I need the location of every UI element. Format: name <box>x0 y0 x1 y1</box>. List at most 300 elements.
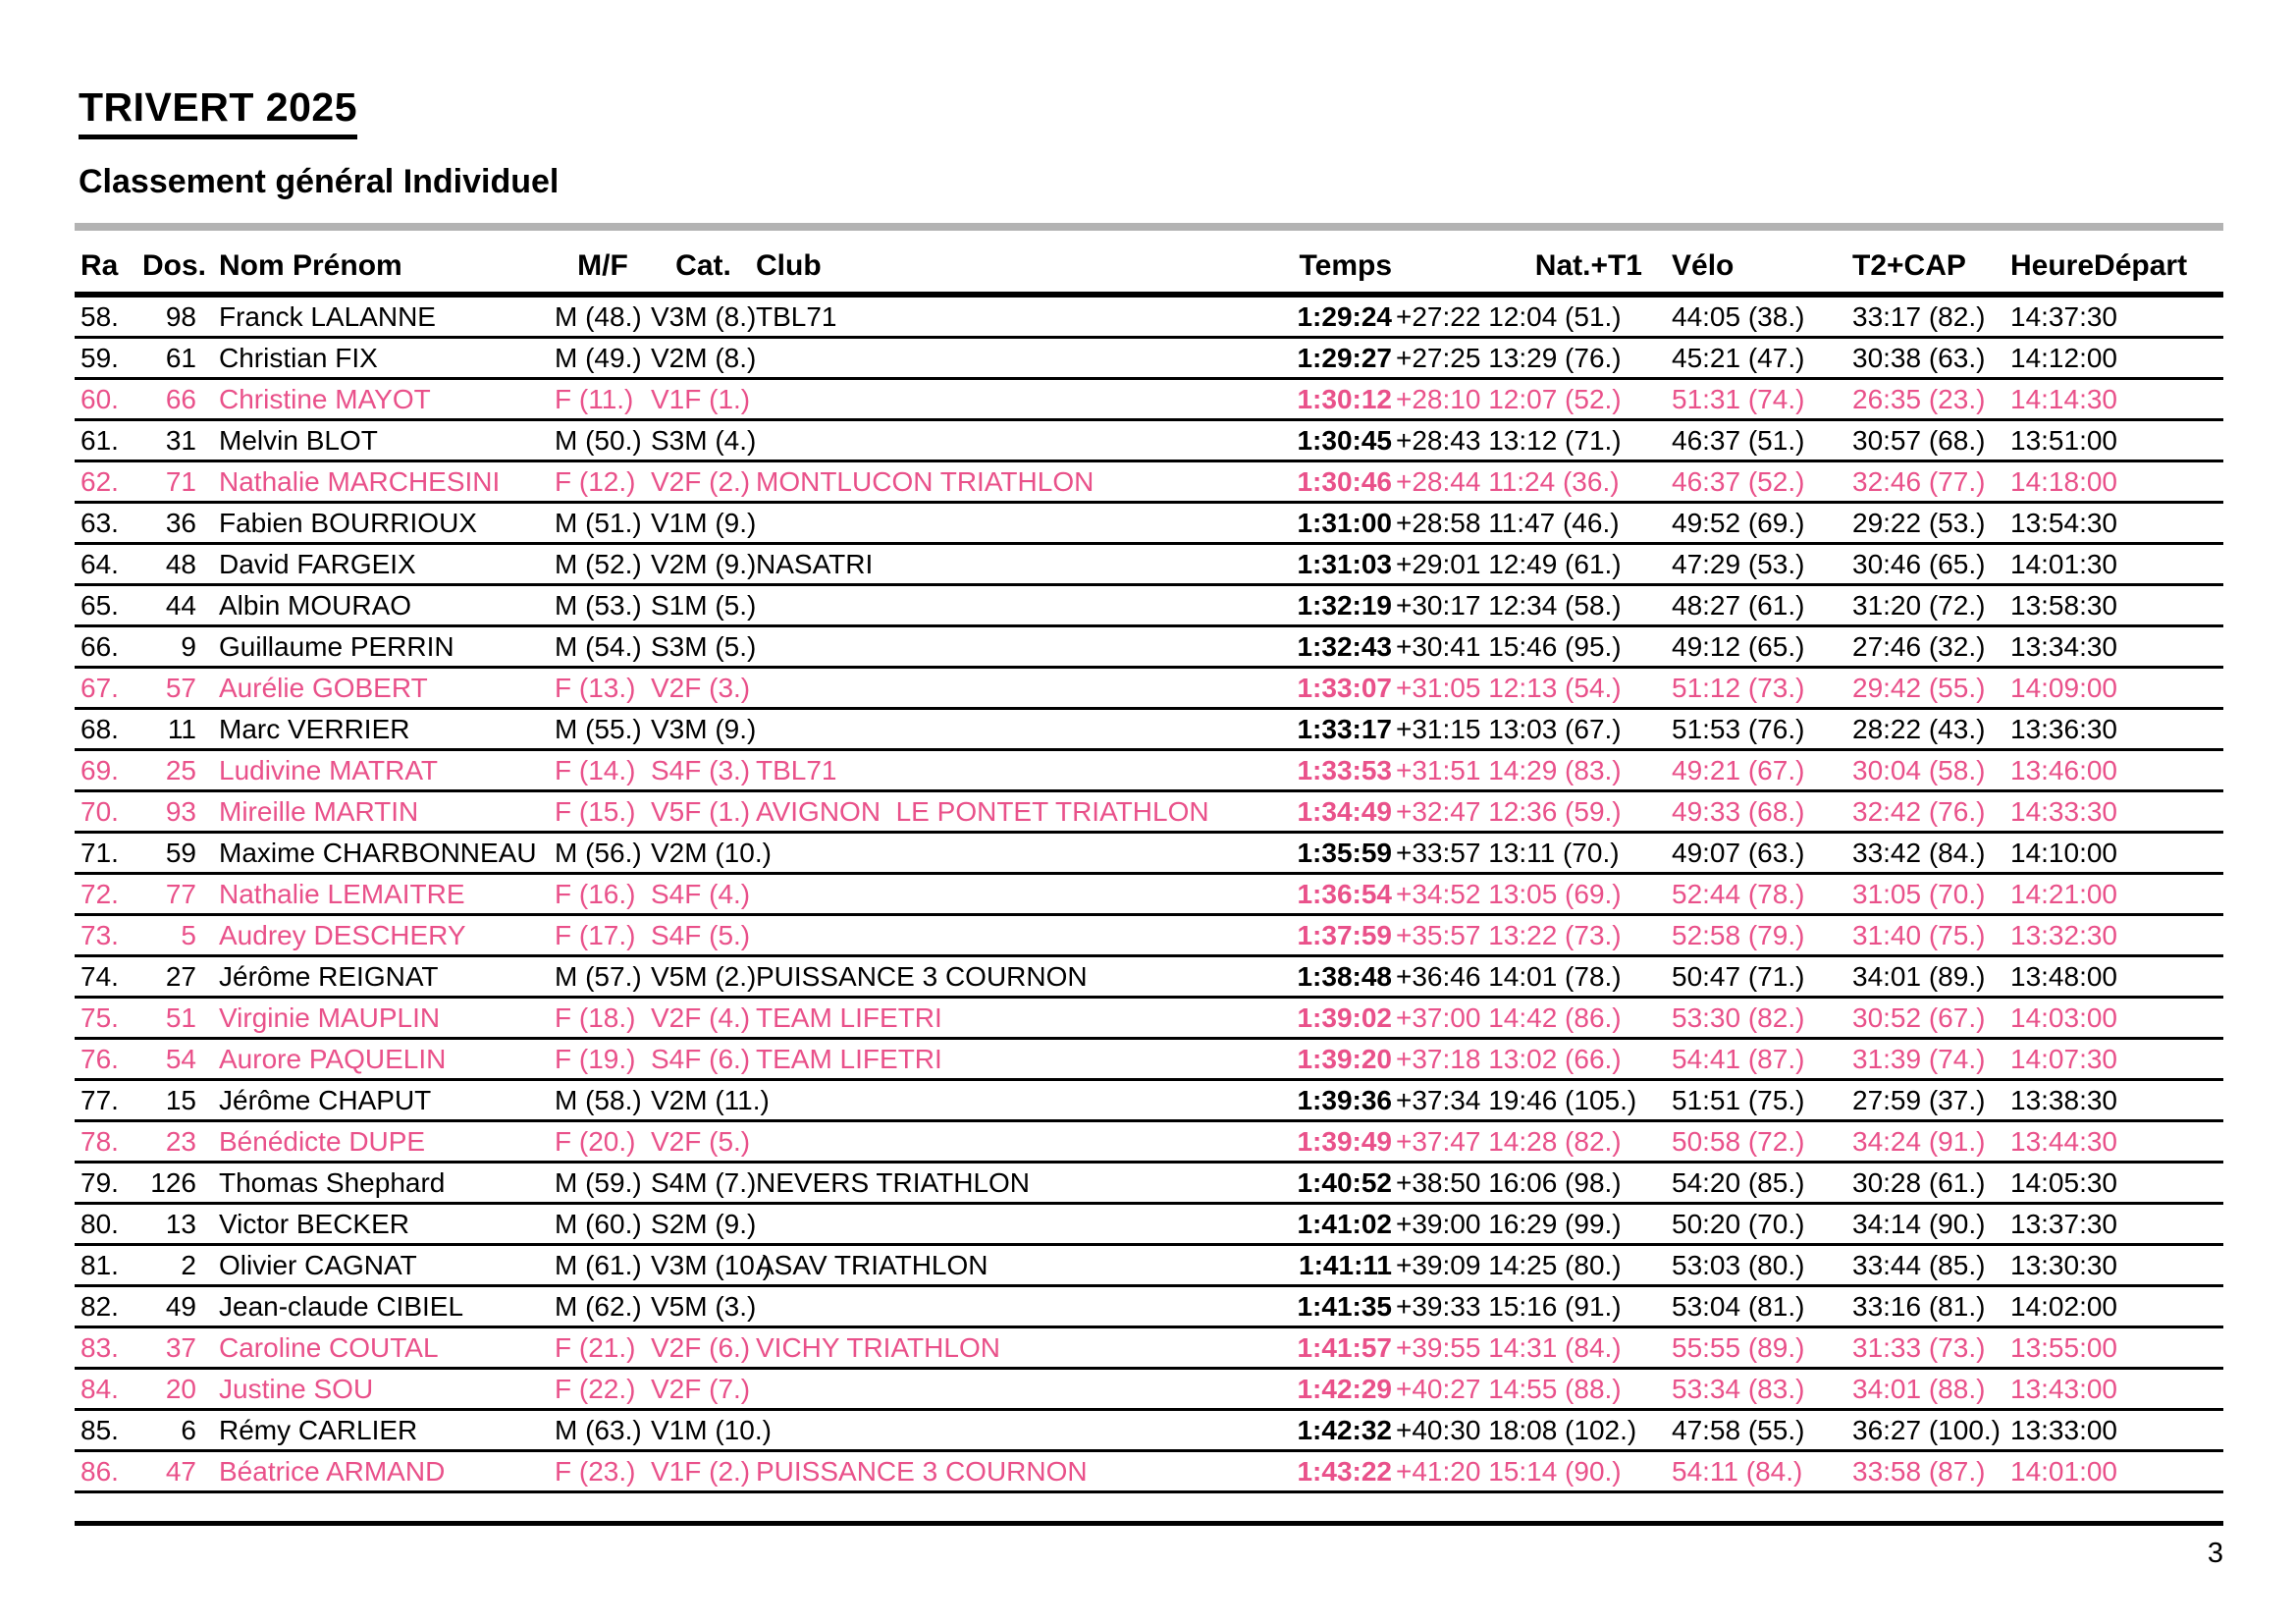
cell-nat-t1: +31:15 13:03 (67.) <box>1396 713 1622 744</box>
cell-velo: 51:53 (76.) <box>1672 713 1805 744</box>
cell-rank: 76. <box>80 1043 119 1074</box>
cell-t2-cap: 27:46 (32.) <box>1852 630 1986 662</box>
cell-mf: F (21.) <box>555 1331 636 1363</box>
cell-heure-depart: 13:32:30 <box>2010 919 2117 950</box>
cell-nat-t1: +38:50 16:06 (98.) <box>1396 1166 1622 1198</box>
cell-nom-prenom: Justine SOU <box>219 1373 374 1404</box>
cell-dossard: 20 <box>165 1373 196 1404</box>
cell-rank: 78. <box>80 1125 119 1157</box>
cell-t2-cap: 30:28 (61.) <box>1852 1166 1986 1198</box>
cell-velo: 52:44 (78.) <box>1672 878 1805 909</box>
cell-dossard: 48 <box>165 548 196 579</box>
cell-velo: 53:04 (81.) <box>1672 1290 1805 1322</box>
column-header-cat: Cat. <box>675 249 731 282</box>
cell-rank: 68. <box>80 713 119 744</box>
cell-rank: 71. <box>80 837 119 868</box>
cell-mf: F (16.) <box>555 878 636 909</box>
cell-rank: 60. <box>80 383 119 414</box>
cell-nat-t1: +27:25 13:29 (76.) <box>1396 342 1622 373</box>
cell-nom-prenom: Franck LALANNE <box>219 300 436 332</box>
cell-nat-t1: +39:00 16:29 (99.) <box>1396 1208 1622 1239</box>
cell-nat-t1: +32:47 12:36 (59.) <box>1396 795 1622 827</box>
cell-nom-prenom: Jean-claude CIBIEL <box>219 1290 464 1322</box>
table-top-bar <box>75 223 2223 231</box>
table-row <box>75 1122 2223 1164</box>
cell-t2-cap: 30:52 (67.) <box>1852 1001 1986 1033</box>
cell-rank: 69. <box>80 754 119 785</box>
cell-nat-t1: +30:41 15:46 (95.) <box>1396 630 1622 662</box>
cell-nat-t1: +29:01 12:49 (61.) <box>1396 548 1622 579</box>
cell-nat-t1: +36:46 14:01 (78.) <box>1396 960 1622 992</box>
cell-rank: 77. <box>80 1084 119 1115</box>
cell-t2-cap: 29:42 (55.) <box>1852 672 1986 703</box>
cell-heure-depart: 14:37:30 <box>2010 300 2117 332</box>
cell-dossard: 31 <box>165 424 196 456</box>
cell-nom-prenom: Marc VERRIER <box>219 713 410 744</box>
cell-t2-cap: 30:38 (63.) <box>1852 342 1986 373</box>
cell-nat-t1: +28:58 11:47 (46.) <box>1396 507 1620 538</box>
cell-dossard: 59 <box>165 837 196 868</box>
cell-velo: 49:07 (63.) <box>1672 837 1805 868</box>
cell-heure-depart: 13:43:00 <box>2010 1373 2117 1404</box>
cell-dossard: 71 <box>165 465 196 497</box>
cell-nat-t1: +40:27 14:55 (88.) <box>1396 1373 1622 1404</box>
cell-temps: 1:37:59 <box>1297 919 1392 950</box>
cell-t2-cap: 31:33 (73.) <box>1852 1331 1986 1363</box>
cell-mf: M (48.) <box>555 300 642 332</box>
cell-dossard: 37 <box>165 1331 196 1363</box>
cell-cat: V1F (1.) <box>651 383 751 414</box>
cell-rank: 81. <box>80 1249 119 1280</box>
cell-heure-depart: 14:07:30 <box>2010 1043 2117 1074</box>
cell-t2-cap: 36:27 (100.) <box>1852 1414 2001 1445</box>
cell-mf: F (12.) <box>555 465 636 497</box>
cell-club: PUISSANCE 3 COURNON <box>756 960 1088 992</box>
cell-nat-t1: +39:09 14:25 (80.) <box>1396 1249 1622 1280</box>
cell-rank: 65. <box>80 589 119 621</box>
cell-cat: S1M (5.) <box>651 589 757 621</box>
cell-nat-t1: +28:44 11:24 (36.) <box>1396 465 1620 497</box>
cell-temps: 1:40:52 <box>1297 1166 1392 1198</box>
table-header-row <box>75 231 2223 298</box>
cell-nom-prenom: Aurélie GOBERT <box>219 672 428 703</box>
cell-velo: 50:20 (70.) <box>1672 1208 1805 1239</box>
table-row <box>75 627 2223 669</box>
column-header-mf: M/F <box>577 249 628 282</box>
cell-rank: 64. <box>80 548 119 579</box>
cell-t2-cap: 34:24 (91.) <box>1852 1125 1986 1157</box>
cell-rank: 84. <box>80 1373 119 1404</box>
cell-dossard: 27 <box>165 960 196 992</box>
cell-heure-depart: 13:54:30 <box>2010 507 2117 538</box>
cell-cat: V3M (8.) <box>651 300 757 332</box>
cell-club: TBL71 <box>756 300 837 332</box>
column-header-temps: Temps <box>1299 249 1392 282</box>
cell-cat: S2M (9.) <box>651 1208 757 1239</box>
cell-velo: 54:20 (85.) <box>1672 1166 1805 1198</box>
cell-dossard: 36 <box>165 507 196 538</box>
cell-temps: 1:34:49 <box>1297 795 1392 827</box>
cell-dossard: 54 <box>165 1043 196 1074</box>
cell-nat-t1: +30:17 12:34 (58.) <box>1396 589 1622 621</box>
cell-mf: M (54.) <box>555 630 642 662</box>
cell-nom-prenom: Nathalie LEMAITRE <box>219 878 465 909</box>
cell-t2-cap: 34:01 (88.) <box>1852 1373 1986 1404</box>
cell-mf: F (11.) <box>555 383 634 414</box>
cell-mf: M (53.) <box>555 589 642 621</box>
cell-rank: 86. <box>80 1455 119 1487</box>
cell-mf: M (60.) <box>555 1208 642 1239</box>
table-row <box>75 1040 2223 1081</box>
cell-rank: 59. <box>80 342 119 373</box>
cell-dossard: 2 <box>181 1249 196 1280</box>
cell-temps: 1:41:11 <box>1299 1249 1392 1280</box>
cell-velo: 53:34 (83.) <box>1672 1373 1805 1404</box>
cell-t2-cap: 31:39 (74.) <box>1852 1043 1986 1074</box>
cell-velo: 53:30 (82.) <box>1672 1001 1805 1033</box>
cell-temps: 1:42:29 <box>1297 1373 1392 1404</box>
cell-heure-depart: 14:10:00 <box>2010 837 2117 868</box>
cell-cat: V2M (10.) <box>651 837 772 868</box>
cell-rank: 85. <box>80 1414 119 1445</box>
cell-velo: 44:05 (38.) <box>1672 300 1805 332</box>
cell-velo: 51:51 (75.) <box>1672 1084 1805 1115</box>
cell-temps: 1:32:43 <box>1297 630 1392 662</box>
cell-rank: 72. <box>80 878 119 909</box>
cell-heure-depart: 14:18:00 <box>2010 465 2117 497</box>
table-row <box>75 834 2223 875</box>
cell-rank: 58. <box>80 300 119 332</box>
cell-temps: 1:32:19 <box>1297 589 1392 621</box>
table-row <box>75 1164 2223 1205</box>
cell-mf: M (50.) <box>555 424 642 456</box>
cell-temps: 1:41:35 <box>1297 1290 1392 1322</box>
cell-nom-prenom: Fabien BOURRIOUX <box>219 507 477 538</box>
cell-dossard: 23 <box>165 1125 196 1157</box>
cell-temps: 1:43:22 <box>1297 1455 1392 1487</box>
table-bottom-border <box>75 1493 2223 1526</box>
table-row <box>75 586 2223 627</box>
table-row <box>75 298 2223 339</box>
cell-mf: M (49.) <box>555 342 642 373</box>
cell-mf: M (52.) <box>555 548 642 579</box>
cell-velo: 47:58 (55.) <box>1672 1414 1805 1445</box>
cell-heure-depart: 13:34:30 <box>2010 630 2117 662</box>
cell-nat-t1: +35:57 13:22 (73.) <box>1396 919 1622 950</box>
cell-nat-t1: +37:18 13:02 (66.) <box>1396 1043 1622 1074</box>
cell-heure-depart: 13:55:00 <box>2010 1331 2117 1363</box>
table-row <box>75 1287 2223 1328</box>
cell-mf: F (22.) <box>555 1373 636 1404</box>
cell-velo: 55:55 (89.) <box>1672 1331 1805 1363</box>
cell-mf: F (17.) <box>555 919 636 950</box>
cell-velo: 47:29 (53.) <box>1672 548 1805 579</box>
column-header-ra: Ra <box>80 249 119 282</box>
cell-temps: 1:30:12 <box>1297 383 1392 414</box>
cell-cat: V5F (1.) <box>651 795 751 827</box>
cell-mf: M (59.) <box>555 1166 642 1198</box>
cell-heure-depart: 13:33:00 <box>2010 1414 2117 1445</box>
cell-dossard: 126 <box>150 1166 196 1198</box>
cell-nom-prenom: Thomas Shephard <box>219 1166 446 1198</box>
cell-velo: 46:37 (51.) <box>1672 424 1805 456</box>
cell-club: MONTLUCON TRIATHLON <box>756 465 1095 497</box>
cell-cat: S4F (5.) <box>651 919 751 950</box>
cell-t2-cap: 30:46 (65.) <box>1852 548 1986 579</box>
column-header-club: Club <box>756 249 822 282</box>
cell-heure-depart: 14:02:00 <box>2010 1290 2117 1322</box>
cell-club: TEAM LIFETRI <box>756 1043 942 1074</box>
cell-nat-t1: +31:51 14:29 (83.) <box>1396 754 1622 785</box>
cell-rank: 75. <box>80 1001 119 1033</box>
table-row <box>75 1328 2223 1370</box>
cell-heure-depart: 13:38:30 <box>2010 1084 2117 1115</box>
cell-nat-t1: +39:55 14:31 (84.) <box>1396 1331 1622 1363</box>
cell-mf: F (18.) <box>555 1001 636 1033</box>
table-row <box>75 1370 2223 1411</box>
page-subtitle: Classement général Individuel <box>79 163 560 200</box>
cell-rank: 79. <box>80 1166 119 1198</box>
cell-t2-cap: 34:14 (90.) <box>1852 1208 1986 1239</box>
cell-cat: V2M (9.) <box>651 548 757 579</box>
cell-dossard: 49 <box>165 1290 196 1322</box>
cell-club: NASATRI <box>756 548 874 579</box>
column-header-heure-depart: HeureDépart <box>2010 249 2188 282</box>
document-page <box>75 0 2223 1570</box>
cell-nat-t1: +41:20 15:14 (90.) <box>1396 1455 1622 1487</box>
table-row <box>75 710 2223 751</box>
cell-club: NEVERS TRIATHLON <box>756 1166 1031 1198</box>
cell-heure-depart: 14:03:00 <box>2010 1001 2117 1033</box>
cell-nom-prenom: Caroline COUTAL <box>219 1331 439 1363</box>
cell-nat-t1: +37:47 14:28 (82.) <box>1396 1125 1622 1157</box>
cell-mf: M (56.) <box>555 837 642 868</box>
cell-heure-depart: 14:21:00 <box>2010 878 2117 909</box>
cell-temps: 1:36:54 <box>1297 878 1392 909</box>
cell-dossard: 47 <box>165 1455 196 1487</box>
cell-nom-prenom: Audrey DESCHERY <box>219 919 466 950</box>
cell-club: TEAM LIFETRI <box>756 1001 942 1033</box>
cell-heure-depart: 13:48:00 <box>2010 960 2117 992</box>
cell-nom-prenom: Olivier CAGNAT <box>219 1249 417 1280</box>
cell-nom-prenom: Ludivine MATRAT <box>219 754 439 785</box>
cell-temps: 1:39:49 <box>1297 1125 1392 1157</box>
cell-nat-t1: +37:00 14:42 (86.) <box>1396 1001 1622 1033</box>
cell-cat: V1F (2.) <box>651 1455 751 1487</box>
cell-nom-prenom: Jérôme REIGNAT <box>219 960 439 992</box>
cell-heure-depart: 13:36:30 <box>2010 713 2117 744</box>
cell-cat: V2M (11.) <box>651 1084 770 1115</box>
cell-cat: V1M (10.) <box>651 1414 772 1445</box>
cell-nat-t1: +27:22 12:04 (51.) <box>1396 300 1622 332</box>
cell-club: TBL71 <box>756 754 837 785</box>
cell-dossard: 57 <box>165 672 196 703</box>
table-row <box>75 462 2223 504</box>
cell-cat: S4F (4.) <box>651 878 751 909</box>
cell-rank: 83. <box>80 1331 119 1363</box>
cell-mf: M (57.) <box>555 960 642 992</box>
table-row <box>75 669 2223 710</box>
cell-t2-cap: 30:57 (68.) <box>1852 424 1986 456</box>
cell-dossard: 15 <box>165 1084 196 1115</box>
cell-cat: S4F (3.) <box>651 754 751 785</box>
table-row <box>75 380 2223 421</box>
cell-cat: V2F (3.) <box>651 672 751 703</box>
column-header-nat-t1: Nat.+T1 <box>1534 249 1642 282</box>
cell-dossard: 6 <box>181 1414 196 1445</box>
cell-club: PUISSANCE 3 COURNON <box>756 1455 1088 1487</box>
cell-temps: 1:30:46 <box>1297 465 1392 497</box>
table-row <box>75 957 2223 999</box>
cell-velo: 48:27 (61.) <box>1672 589 1805 621</box>
cell-mf: M (51.) <box>555 507 642 538</box>
cell-t2-cap: 26:35 (23.) <box>1852 383 1986 414</box>
cell-cat: V5M (2.) <box>651 960 757 992</box>
table-row <box>75 875 2223 916</box>
cell-temps: 1:39:20 <box>1297 1043 1392 1074</box>
table-row <box>75 916 2223 957</box>
cell-cat: S3M (5.) <box>651 630 757 662</box>
table-row <box>75 504 2223 545</box>
cell-t2-cap: 33:17 (82.) <box>1852 300 1986 332</box>
cell-mf: M (62.) <box>555 1290 642 1322</box>
cell-dossard: 61 <box>165 342 196 373</box>
cell-cat: V3M (9.) <box>651 713 757 744</box>
column-header-nom-prenom: Nom Prénom <box>219 249 402 282</box>
cell-temps: 1:38:48 <box>1297 960 1392 992</box>
cell-velo: 49:52 (69.) <box>1672 507 1805 538</box>
cell-nom-prenom: Virginie MAUPLIN <box>219 1001 441 1033</box>
cell-mf: F (14.) <box>555 754 636 785</box>
cell-mf: M (63.) <box>555 1414 642 1445</box>
cell-temps: 1:39:02 <box>1297 1001 1392 1033</box>
cell-heure-depart: 13:37:30 <box>2010 1208 2117 1239</box>
cell-t2-cap: 33:42 (84.) <box>1852 837 1986 868</box>
cell-temps: 1:41:02 <box>1297 1208 1392 1239</box>
cell-mf: F (20.) <box>555 1125 636 1157</box>
cell-cat: V2F (7.) <box>651 1373 751 1404</box>
table-row <box>75 339 2223 380</box>
cell-cat: V1M (9.) <box>651 507 757 538</box>
cell-nom-prenom: Christine MAYOT <box>219 383 431 414</box>
cell-temps: 1:39:36 <box>1297 1084 1392 1115</box>
cell-mf: F (15.) <box>555 795 636 827</box>
cell-rank: 67. <box>80 672 119 703</box>
table-row <box>75 792 2223 834</box>
cell-rank: 82. <box>80 1290 119 1322</box>
cell-cat: V2M (8.) <box>651 342 757 373</box>
cell-t2-cap: 34:01 (89.) <box>1852 960 1986 992</box>
cell-velo: 49:21 (67.) <box>1672 754 1805 785</box>
cell-t2-cap: 31:05 (70.) <box>1852 878 1986 909</box>
cell-dossard: 11 <box>167 713 196 744</box>
cell-rank: 63. <box>80 507 119 538</box>
cell-nat-t1: +28:10 12:07 (52.) <box>1396 383 1622 414</box>
cell-nat-t1: +33:57 13:11 (70.) <box>1396 837 1620 868</box>
cell-velo: 54:11 (84.) <box>1672 1455 1803 1487</box>
cell-nat-t1: +34:52 13:05 (69.) <box>1396 878 1622 909</box>
cell-nom-prenom: Albin MOURAO <box>219 589 412 621</box>
cell-nat-t1: +40:30 18:08 (102.) <box>1396 1414 1637 1445</box>
cell-dossard: 93 <box>165 795 196 827</box>
cell-rank: 70. <box>80 795 119 827</box>
cell-cat: V2F (2.) <box>651 465 751 497</box>
cell-cat: V5M (3.) <box>651 1290 757 1322</box>
cell-nom-prenom: Maxime CHARBONNEAU <box>219 837 537 868</box>
cell-cat: S4M (7.) <box>651 1166 757 1198</box>
cell-velo: 53:03 (80.) <box>1672 1249 1805 1280</box>
cell-velo: 52:58 (79.) <box>1672 919 1805 950</box>
cell-cat: V2F (6.) <box>651 1331 751 1363</box>
cell-rank: 61. <box>80 424 119 456</box>
cell-velo: 49:33 (68.) <box>1672 795 1805 827</box>
cell-rank: 62. <box>80 465 119 497</box>
cell-rank: 74. <box>80 960 119 992</box>
cell-heure-depart: 14:33:30 <box>2010 795 2117 827</box>
cell-cat: S4F (6.) <box>651 1043 751 1074</box>
cell-dossard: 44 <box>165 589 196 621</box>
cell-mf: M (61.) <box>555 1249 642 1280</box>
cell-heure-depart: 14:09:00 <box>2010 672 2117 703</box>
cell-velo: 54:41 (87.) <box>1672 1043 1805 1074</box>
cell-nom-prenom: Melvin BLOT <box>219 424 378 456</box>
cell-dossard: 13 <box>165 1208 196 1239</box>
cell-heure-depart: 13:30:30 <box>2010 1249 2117 1280</box>
cell-temps: 1:33:53 <box>1297 754 1392 785</box>
table-row <box>75 751 2223 792</box>
cell-dossard: 25 <box>165 754 196 785</box>
cell-mf: F (19.) <box>555 1043 636 1074</box>
cell-t2-cap: 33:16 (81.) <box>1852 1290 1986 1322</box>
cell-nat-t1: +37:34 19:46 (105.) <box>1396 1084 1637 1115</box>
table-row <box>75 999 2223 1040</box>
cell-heure-depart: 13:44:30 <box>2010 1125 2117 1157</box>
table-row <box>75 545 2223 586</box>
cell-cat: V2F (5.) <box>651 1125 751 1157</box>
cell-heure-depart: 14:01:30 <box>2010 548 2117 579</box>
cell-club: ASAV TRIATHLON <box>756 1249 988 1280</box>
cell-mf: F (13.) <box>555 672 636 703</box>
cell-heure-depart: 14:12:00 <box>2010 342 2117 373</box>
cell-nom-prenom: Jérôme CHAPUT <box>219 1084 432 1115</box>
cell-nat-t1: +39:33 15:16 (91.) <box>1396 1290 1622 1322</box>
cell-t2-cap: 29:22 (53.) <box>1852 507 1986 538</box>
cell-nat-t1: +28:43 13:12 (71.) <box>1396 424 1622 456</box>
cell-dossard: 98 <box>165 300 196 332</box>
cell-velo: 51:31 (74.) <box>1672 383 1805 414</box>
cell-heure-depart: 13:51:00 <box>2010 424 2117 456</box>
cell-dossard: 66 <box>165 383 196 414</box>
cell-velo: 51:12 (73.) <box>1672 672 1805 703</box>
cell-nat-t1: +31:05 12:13 (54.) <box>1396 672 1622 703</box>
cell-nom-prenom: Bénédicte DUPE <box>219 1125 426 1157</box>
cell-nom-prenom: Rémy CARLIER <box>219 1414 418 1445</box>
cell-mf: M (55.) <box>555 713 642 744</box>
cell-t2-cap: 33:44 (85.) <box>1852 1249 1986 1280</box>
cell-t2-cap: 32:42 (76.) <box>1852 795 1986 827</box>
cell-temps: 1:33:17 <box>1297 713 1392 744</box>
table-row <box>75 1205 2223 1246</box>
cell-dossard: 51 <box>165 1001 196 1033</box>
cell-t2-cap: 31:40 (75.) <box>1852 919 1986 950</box>
cell-velo: 46:37 (52.) <box>1672 465 1805 497</box>
cell-temps: 1:30:45 <box>1297 424 1392 456</box>
cell-heure-depart: 14:05:30 <box>2010 1166 2117 1198</box>
cell-heure-depart: 14:01:00 <box>2010 1455 2117 1487</box>
table-row <box>75 1246 2223 1287</box>
cell-temps: 1:29:27 <box>1297 342 1392 373</box>
cell-t2-cap: 33:58 (87.) <box>1852 1455 1986 1487</box>
